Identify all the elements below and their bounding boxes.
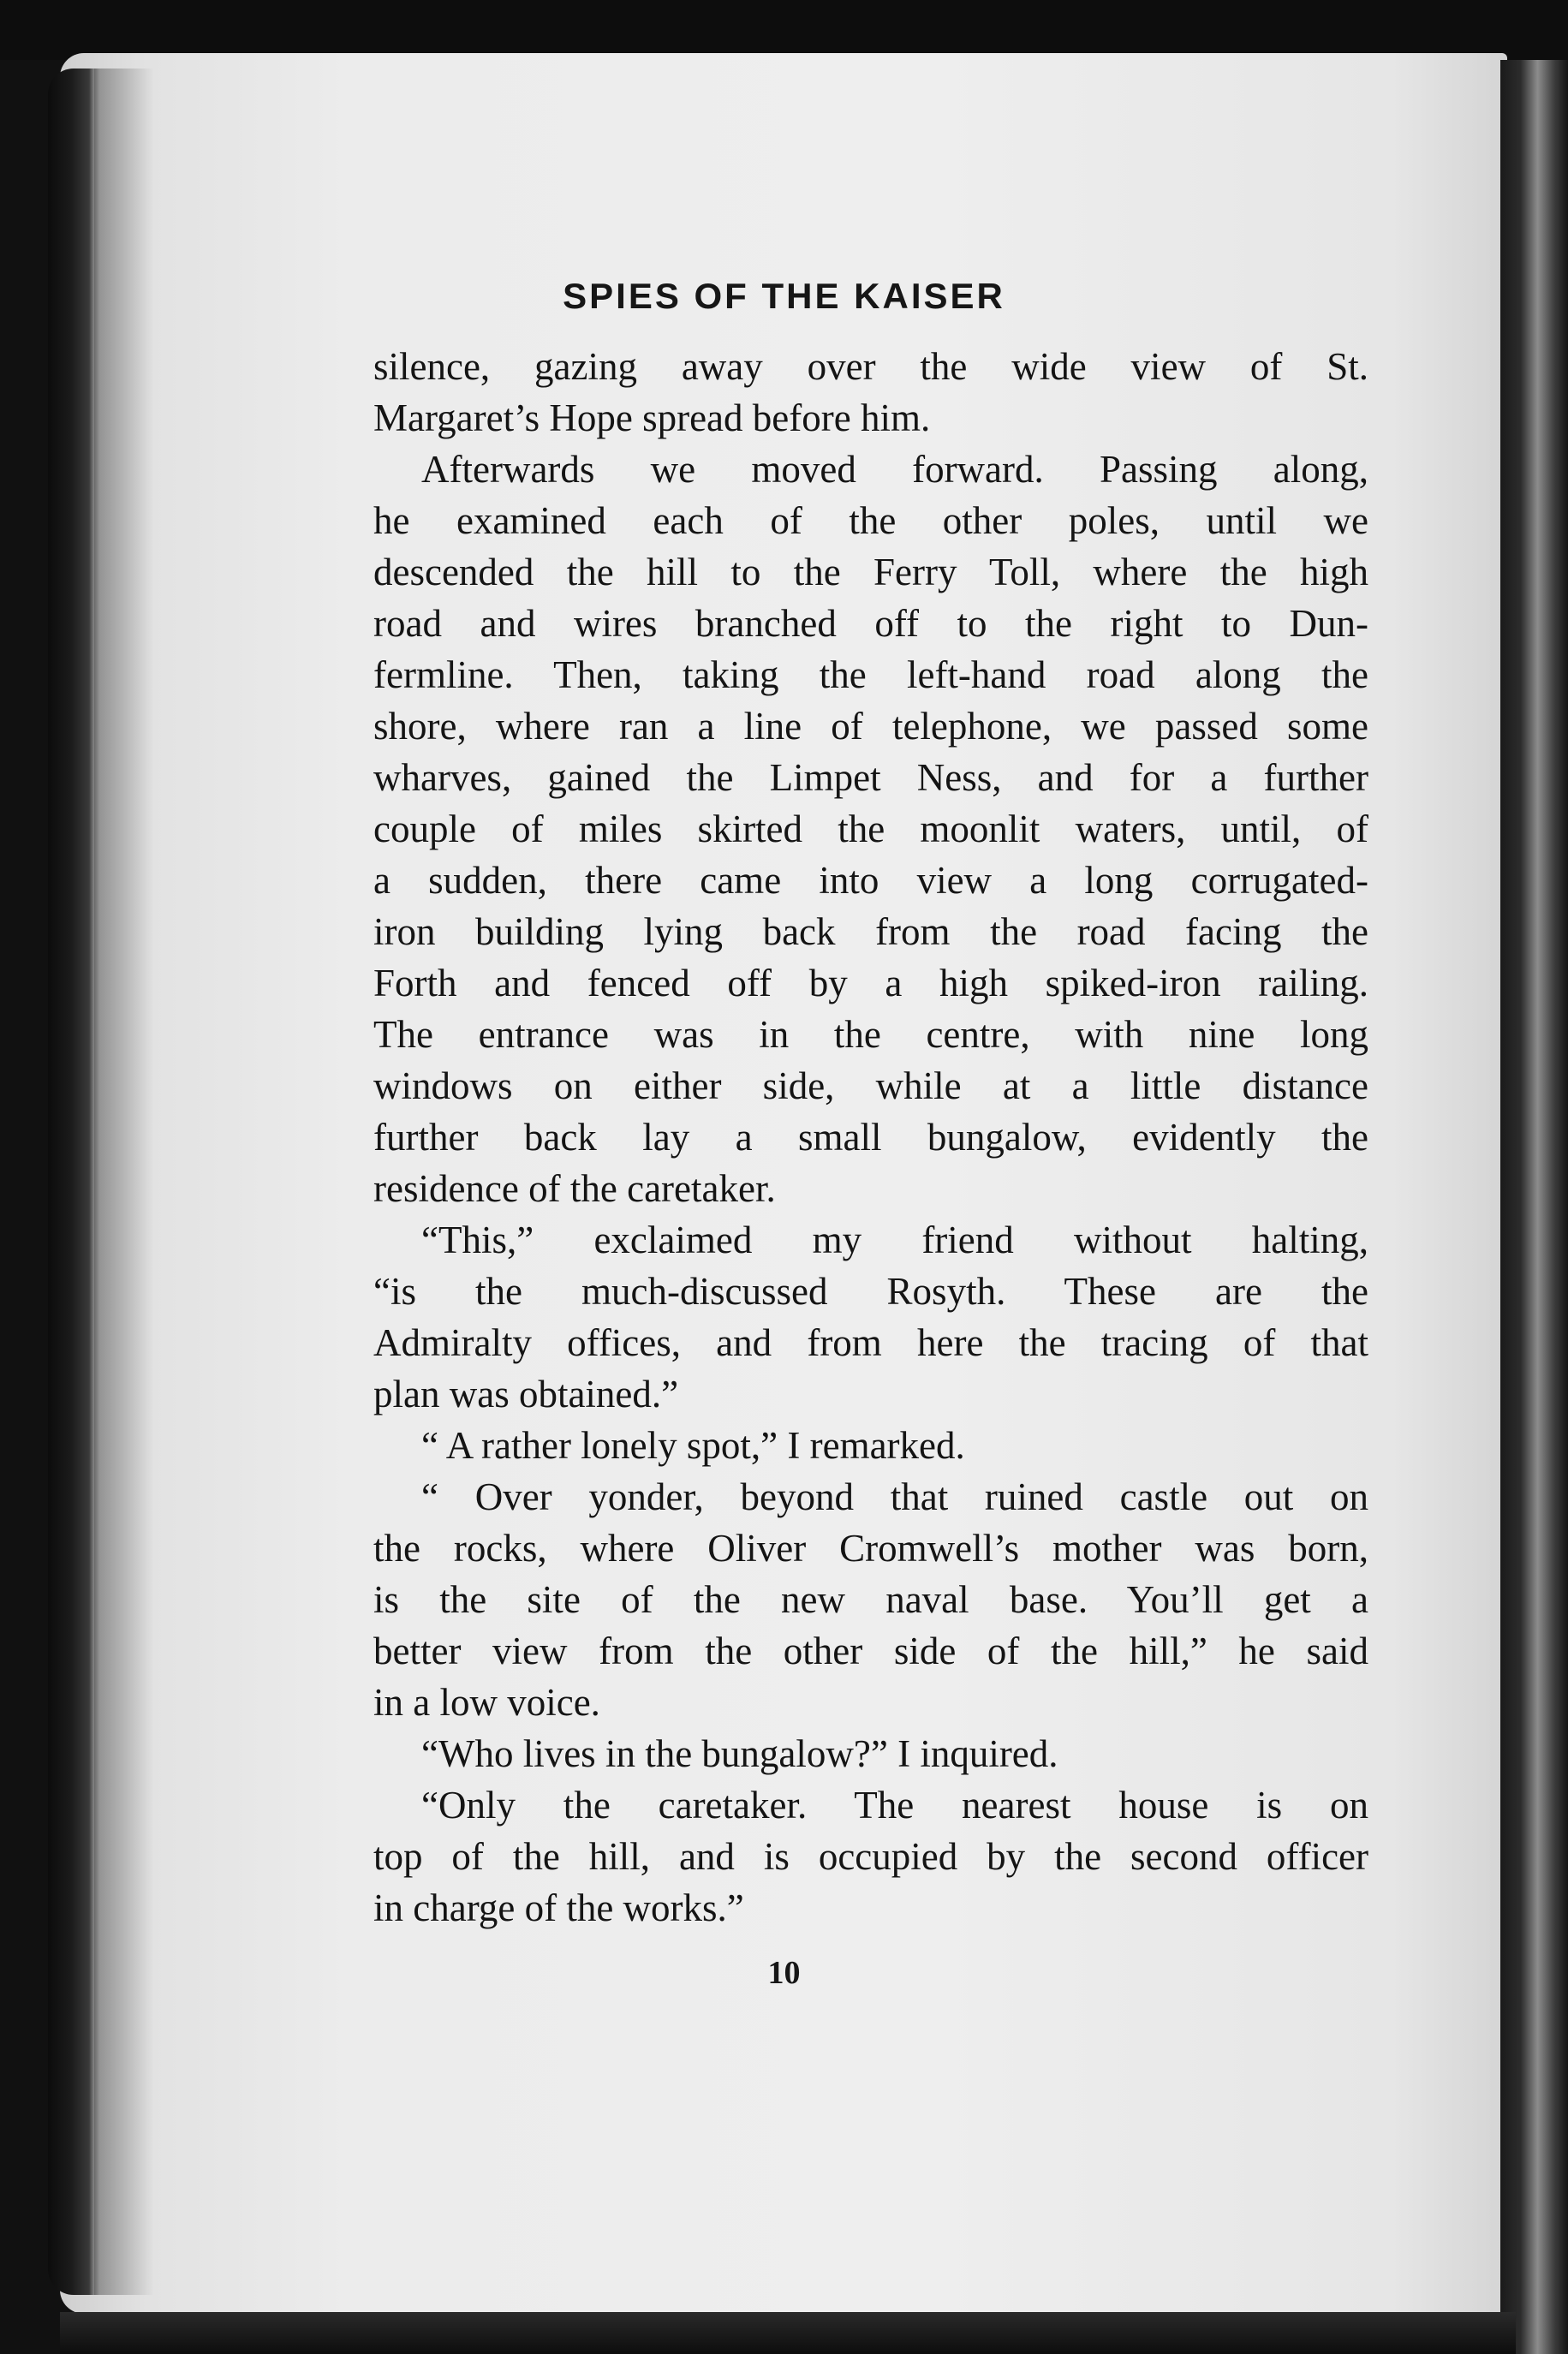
- body-text: [373, 341, 1368, 1934]
- text-line: the rocks, where Oliver Cromwell’s mother was born,: [373, 1527, 1368, 1570]
- text-line: windows on either side, while at a little distance: [373, 1064, 1368, 1107]
- text-line: Margaret’s Hope spread before him.: [373, 396, 931, 439]
- text-line: “is the much-discussed Rosyth. These are the: [373, 1270, 1368, 1313]
- text-line: top of the hill, and is occupied by the second officer: [373, 1835, 1368, 1878]
- text-line: is the site of the new naval base. You’ll get a: [373, 1578, 1368, 1621]
- text-line: further back lay a small bungalow, evidently the: [373, 1116, 1368, 1159]
- text-line: “Only the caretaker. The nearest house is on: [421, 1784, 1368, 1827]
- text-line: fermline. Then, taking the left-hand road along the: [373, 653, 1368, 696]
- text-line: descended the hill to the Ferry Toll, where the high: [373, 551, 1368, 593]
- page-number: 10: [767, 1955, 801, 1991]
- text-line: in a low voice.: [373, 1681, 600, 1724]
- text-line: iron building lying back from the road facing the: [373, 910, 1368, 953]
- text-line: in charge of the works.”: [373, 1886, 744, 1929]
- text-line: shore, where ran a line of telephone, we passed some: [373, 705, 1368, 748]
- text-line: “Who lives in the bungalow?” I inquired.: [421, 1732, 1058, 1775]
- text-line: Afterwards we moved forward. Passing along,: [421, 448, 1368, 491]
- text-line: “ A rather lonely spot,” I remarked.: [421, 1424, 965, 1467]
- text-line: road and wires branched off to the right to Dun-: [373, 602, 1368, 645]
- running-head: SPIES OF THE KAISER: [563, 276, 1005, 316]
- text-line: a sudden, there came into view a long corrugated-: [373, 859, 1368, 902]
- text-line: The entrance was in the centre, with nine long: [373, 1013, 1368, 1056]
- text-line: “This,” exclaimed my friend without halting,: [421, 1219, 1368, 1261]
- text-line: better view from the other side of the hill,” he said: [373, 1630, 1368, 1672]
- text-line: residence of the caretaker.: [373, 1167, 776, 1210]
- text-line: “ Over yonder, beyond that ruined castle out on: [421, 1475, 1368, 1518]
- text-line: wharves, gained the Limpet Ness, and for a further: [373, 756, 1368, 799]
- text-line: Forth and fenced off by a high spiked-iron railing.: [373, 962, 1368, 1004]
- text-line: he examined each of the other poles, until we: [373, 499, 1368, 542]
- text-line: Admiralty offices, and from here the tracing of that: [373, 1321, 1368, 1364]
- text-line: plan was obtained.”: [373, 1373, 679, 1415]
- text-line: silence, gazing away over the wide view of St.: [373, 345, 1368, 388]
- facing-page-edge: [1500, 60, 1568, 2354]
- scan-background-top: [0, 0, 1568, 60]
- text-line: couple of miles skirted the moonlit waters, until, of: [373, 808, 1368, 850]
- scan-background-bottom: [60, 2312, 1516, 2354]
